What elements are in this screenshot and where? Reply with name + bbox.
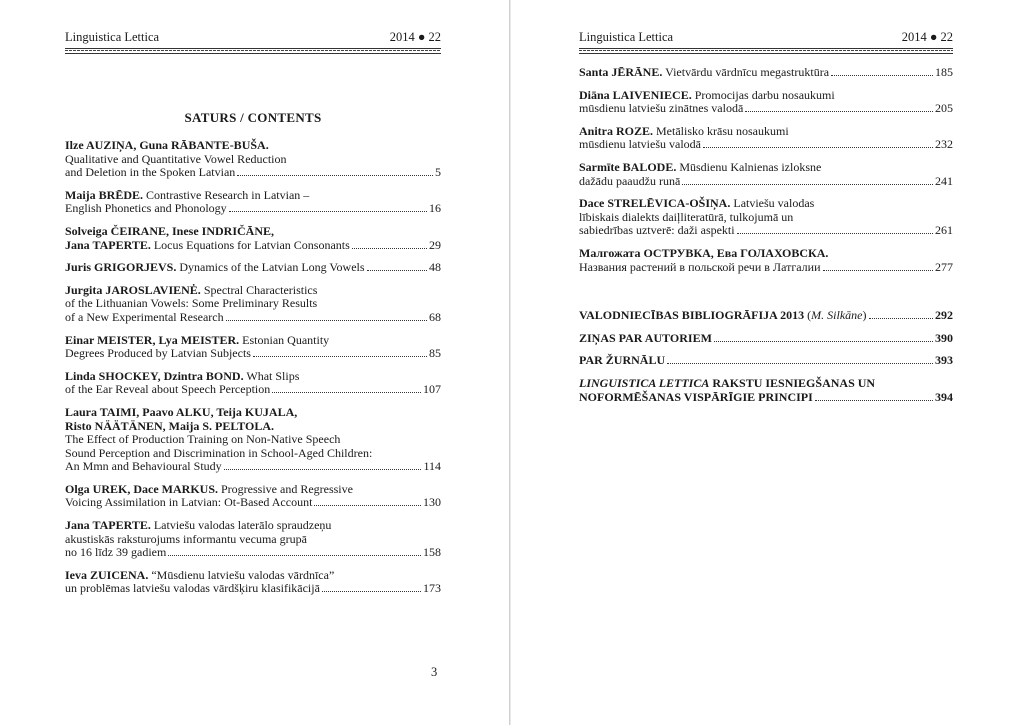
author-names: Ieva ZUICENA. <box>65 567 149 582</box>
entry-title-line: Qualitative and Quantitative Vowel Reduction <box>65 151 287 166</box>
toc-section[interactable] <box>579 309 953 323</box>
dot-leader <box>823 270 933 271</box>
section-page-number: 390 <box>935 330 953 345</box>
entry-title: Latviešu valodas laterālo spraudzeņu <box>150 518 332 533</box>
entry-last-line <box>65 166 441 180</box>
author-names: Santa JĒRĀNE. <box>579 65 663 79</box>
section-title: PAR ŽURNĀLU <box>579 353 666 368</box>
dot-leader <box>682 184 933 185</box>
entry-title-line <box>65 496 312 510</box>
entry-last-line <box>65 460 441 474</box>
dot-leader <box>667 363 933 364</box>
entry-authors <box>579 197 953 211</box>
journal-title: Linguistica Lettica <box>65 30 160 44</box>
entry-authors <box>579 125 953 139</box>
section-title-line <box>579 391 813 405</box>
entry-title-line <box>579 175 680 189</box>
toc-entry[interactable] <box>65 261 441 275</box>
toc-entry[interactable] <box>579 89 953 116</box>
section-title: ZIŅAS PAR AUTORIEM <box>579 330 712 345</box>
entry-title: of the Ear Reveal about Speech Perception <box>65 382 271 397</box>
entry-title: Locus Equations for Latvian Consonants <box>150 237 350 252</box>
issue-number: 2014 ● 22 <box>901 30 953 44</box>
author-names: Sarmīte BALODE. <box>579 159 677 174</box>
page-number: 3 <box>431 665 438 679</box>
author-names: Olga UREK, Dace MARKUS. <box>65 481 218 496</box>
contents-title: SATURS / CONTENTS <box>184 110 322 125</box>
toc-section[interactable] <box>579 377 953 404</box>
entry-title-line <box>65 261 365 275</box>
right-page <box>511 0 1024 725</box>
toc-entry[interactable] <box>65 406 441 474</box>
entry-authors <box>65 519 441 533</box>
entry-page-number: 130 <box>423 495 441 510</box>
entry-title: mūsdienu latviešu valodā <box>579 137 701 152</box>
entry-page-number: 114 <box>423 459 441 474</box>
entry-page-number: 107 <box>423 382 441 397</box>
dot-leader <box>229 211 427 212</box>
dot-leader <box>367 270 427 271</box>
author-names: Laura TAIMI, Paavo ALKU, Teija KUJALA, <box>65 404 298 419</box>
entry-title-line <box>65 582 320 596</box>
section-last-line <box>579 332 953 346</box>
entry-last-line <box>65 202 441 216</box>
section-title-line <box>579 309 867 323</box>
toc-entry[interactable] <box>65 483 441 510</box>
entry-title: “Mūsdienu latviešu valodas vārdnīca” <box>148 567 335 582</box>
entry-page-number: 68 <box>429 309 441 324</box>
entry-page-number: 29 <box>429 237 441 252</box>
dot-leader <box>237 175 433 176</box>
author-names: Diāna LAIVENIECE. <box>579 87 692 102</box>
toc-entry[interactable] <box>65 569 441 596</box>
entry-page-number: 16 <box>429 201 441 216</box>
author-names: Juris GRIGORJEVS. <box>65 260 177 275</box>
section-editor: (M. Silkāne) <box>804 308 867 323</box>
entry-title-line <box>65 347 251 361</box>
toc-entry[interactable] <box>65 519 441 560</box>
entry-title: An Mmn and Behavioural Study <box>65 459 222 474</box>
entry-page-number: 232 <box>935 137 953 152</box>
entry-last-line <box>579 261 953 275</box>
issue-number: 2014 ● 22 <box>389 30 441 44</box>
section-title: RAKSTU IESNIEGŠANAS UN <box>709 375 876 390</box>
entry-title: Degrees Produced by Latvian Subjects <box>65 346 251 361</box>
entry-authors <box>65 284 441 298</box>
entry-authors <box>65 370 441 384</box>
journal-title: Linguistica Lettica <box>579 30 674 44</box>
entry-authors <box>65 569 441 583</box>
entry-last-line <box>579 66 953 80</box>
entry-page-number: 48 <box>429 260 441 275</box>
author-names: Solveiga ČEIRANE, Inese INDRIČĀNE, <box>65 223 275 238</box>
dot-leader <box>745 111 933 112</box>
author-names: Jana TAPERTE. <box>65 237 151 252</box>
dot-leader <box>714 341 933 342</box>
entry-page-number: 158 <box>423 545 441 560</box>
entry-title-line <box>579 102 743 116</box>
entry-title: and Deletion in the Spoken Latvian <box>65 165 236 180</box>
entry-title-line: akustiskās raksturojums informantu vecuma grupā <box>65 531 307 546</box>
entry-title-line <box>65 202 227 216</box>
entry-title-line: The Effect of Production Training on Non-Native Speech <box>65 432 341 447</box>
entry-title-line <box>579 224 735 238</box>
entry-last-line <box>65 239 441 253</box>
section-page-number: 394 <box>935 389 953 404</box>
toc-entry[interactable] <box>579 247 953 274</box>
entry-authors: Risto NÄÄTÄNEN, Maija S. PELTOLA. <box>65 418 275 433</box>
entry-title-line <box>579 66 829 80</box>
running-header <box>65 30 441 45</box>
section-last-line <box>579 391 953 405</box>
entry-authors <box>65 139 441 153</box>
entry-title-line: of the Lithuanian Vowels: Some Preliminary Results <box>65 296 318 311</box>
entry-title: sabiedrības uztverē: daži aspekti <box>579 223 735 238</box>
entry-title-line <box>65 383 270 397</box>
entry-authors <box>579 161 953 175</box>
entry-title-line: lībiskais dialekts daiļliteratūrā, tulkojumā un <box>579 209 794 224</box>
toc-entry[interactable] <box>579 161 953 188</box>
journal-name: LINGUISTICA LETTICA <box>579 375 710 390</box>
toc-section[interactable] <box>579 354 953 368</box>
entry-title: Voicing Assimilation in Latvian: Ot-Based Account <box>65 495 313 510</box>
entry-title: Dynamics of the Latvian Long Vowels <box>176 260 365 275</box>
toc-entry[interactable] <box>579 66 953 80</box>
entry-title: Latviešu valodas <box>730 196 815 211</box>
author-names: Anitra ROZE. <box>579 123 654 138</box>
entry-title-line <box>579 138 701 152</box>
entry-title: Metālisko krāsu nosaukumi <box>653 123 789 138</box>
table-of-contents <box>65 139 441 605</box>
dot-leader <box>815 400 933 401</box>
author-names: Einar MEISTER, Lya MEISTER. <box>65 332 240 347</box>
entry-page-number: 261 <box>935 223 953 238</box>
entry-title: Estonian Quantity <box>239 332 330 347</box>
entry-title: dažādu paaudžu runā <box>579 173 681 188</box>
header-rule <box>579 48 953 54</box>
entry-page-number: 85 <box>429 346 441 361</box>
entry-page-number: 185 <box>935 65 953 79</box>
entry-title-line <box>579 261 821 275</box>
entry-last-line <box>579 175 953 189</box>
author-names: Jurgita JAROSLAVIENĖ. <box>65 282 201 297</box>
section-title-line <box>579 377 953 391</box>
dot-leader <box>869 318 934 319</box>
entry-title-line: Sound Perception and Discrimination in School-Aged Children: <box>65 445 373 460</box>
entry-title-line <box>65 546 166 560</box>
entry-title: Promocijas darbu nosaukumi <box>691 87 835 102</box>
entry-last-line <box>65 347 441 361</box>
entry-last-line <box>579 102 953 116</box>
author-names: Maija BRĒDE. <box>65 187 143 202</box>
dot-leader <box>703 147 933 148</box>
dot-leader <box>224 469 422 470</box>
entry-title: Contrastive Research in Latvian – <box>143 187 310 202</box>
dot-leader <box>226 320 427 321</box>
author-names: Linda SHOCKEY, Dzintra BOND. <box>65 368 244 383</box>
dot-leader <box>322 591 421 592</box>
header-rule <box>65 48 441 54</box>
entry-authors <box>579 89 953 103</box>
entry-last-line <box>65 496 441 510</box>
section-title: VALODNIECĪBAS BIBLIOGRĀFIJA 2013 <box>579 308 805 323</box>
toc-entry[interactable] <box>65 370 441 397</box>
entry-last-line <box>65 311 441 325</box>
section-last-line <box>579 354 953 368</box>
entry-last-line <box>65 261 441 275</box>
toc-entry[interactable] <box>65 225 441 252</box>
toc-section[interactable] <box>579 332 953 346</box>
entry-title: Vietvārdu vārdnīcu megastruktūra <box>662 65 830 79</box>
section-spacer <box>579 283 953 309</box>
entry-title: English Phonetics and Phonology <box>65 201 227 216</box>
entry-title: Mūsdienu Kalnienas izloksne <box>676 159 822 174</box>
section-title-line <box>579 354 665 368</box>
entry-title: un problēmas latviešu valodas vārdšķiru klasifikācijā <box>65 581 320 596</box>
toc-entry[interactable] <box>579 125 953 152</box>
entry-title: of a New Experimental Research <box>65 309 224 324</box>
entry-title: Названия растений в польской речи в Латгалии <box>579 259 821 274</box>
section-page-number: 292 <box>935 308 953 323</box>
dot-leader <box>253 356 427 357</box>
table-of-contents <box>579 66 953 413</box>
author-names: Jana TAPERTE. <box>65 518 151 533</box>
entry-title: Progressive and Regressive <box>218 481 353 496</box>
entry-authors <box>65 225 441 239</box>
entry-authors <box>65 334 441 348</box>
entry-page-number: 173 <box>423 581 441 596</box>
dot-leader <box>314 505 421 506</box>
section-page-number: 393 <box>935 353 953 368</box>
author-names: Dace STRELĒVICA-OŠIŅA. <box>579 196 731 211</box>
toc-entry[interactable] <box>65 284 441 325</box>
author-names: Малгожата ОСТРУВКА, Ева ГОЛАХОВСКА. <box>579 245 829 260</box>
entry-page-number: 205 <box>935 101 953 116</box>
entry-title-line <box>65 239 350 253</box>
dot-leader <box>272 392 421 393</box>
entry-last-line <box>65 546 441 560</box>
entry-authors <box>65 483 441 497</box>
entry-page-number: 5 <box>435 165 441 180</box>
entry-title: What Slips <box>243 368 300 383</box>
editor-name: M. Silkāne <box>811 308 863 323</box>
toc-entry[interactable] <box>65 139 441 180</box>
author-names: Ilze AUZIŅA, Guna RĀBANTE-BUŠA. <box>65 138 269 152</box>
entry-last-line <box>579 224 953 238</box>
entry-last-line <box>65 383 441 397</box>
entry-authors <box>65 406 441 420</box>
entry-title: Spectral Characteristics <box>200 282 318 297</box>
dot-leader <box>831 75 933 76</box>
section-title-line <box>579 332 712 346</box>
entry-title-line <box>65 311 224 325</box>
section-title: NOFORMĒŠANAS VISPĀRĪGIE PRINCIPI <box>579 389 813 404</box>
entry-authors <box>65 189 441 203</box>
dot-leader <box>352 248 427 249</box>
entry-page-number: 277 <box>935 259 953 274</box>
toc-entry[interactable] <box>65 334 441 361</box>
running-header <box>579 30 953 45</box>
entry-title-line <box>65 166 235 180</box>
entry-last-line <box>579 138 953 152</box>
entry-page-number: 241 <box>935 173 953 188</box>
dot-leader <box>168 555 421 556</box>
entry-last-line <box>65 582 441 596</box>
section-last-line <box>579 309 953 323</box>
entry-authors <box>579 247 953 261</box>
entry-title: no 16 līdz 39 gadiem <box>65 545 167 560</box>
entry-title-line <box>65 460 222 474</box>
toc-entry[interactable] <box>579 197 953 238</box>
toc-entry[interactable] <box>65 189 441 216</box>
entry-title: mūsdienu latviešu zinātnes valodā <box>579 101 744 116</box>
dot-leader <box>737 233 933 234</box>
left-page <box>0 0 510 725</box>
